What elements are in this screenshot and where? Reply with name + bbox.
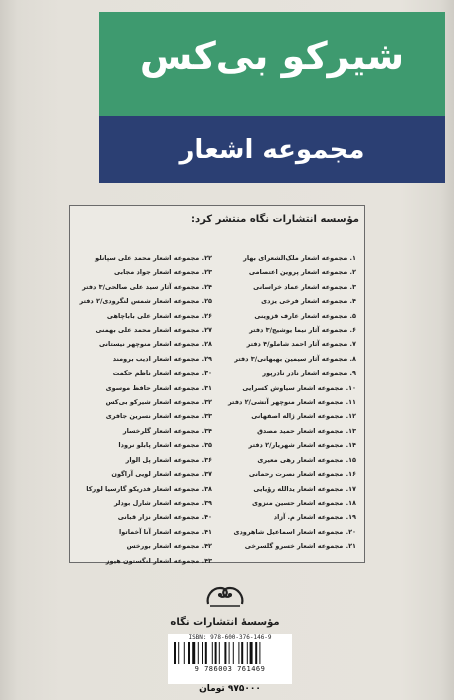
publication-list-item: ۴۲. مجموعه اشعار بورخس bbox=[126, 542, 212, 551]
publication-list-item: ۴۳. مجموعه اشعار لنگستون هیوز bbox=[105, 556, 212, 565]
publication-list-item: ۲۵. مجموعه اشعار شمس لنگرودی/۲ دفتر bbox=[79, 297, 212, 306]
barcode-bar bbox=[215, 642, 217, 664]
barcode-bar bbox=[255, 642, 257, 664]
barcode-bar bbox=[233, 642, 234, 664]
publication-list-item: ۳۰. مجموعه اشعار ناظم حکمت bbox=[112, 369, 212, 378]
publications-list-title: مؤسسه انتشارات نگاه منتشر کرد: bbox=[190, 214, 359, 225]
publication-list-item: ۳۱. مجموعه اشعار حافظ موسوی bbox=[105, 383, 212, 392]
publication-list-item: ۱۲. مجموعه اشعار ژاله اصفهانی bbox=[251, 412, 356, 421]
publication-list-item: ۱۵. مجموعه اشعار رهی معیری bbox=[257, 455, 356, 464]
price-label: ۹۷۵۰۰۰ تومان bbox=[199, 684, 261, 694]
barcode-bar bbox=[212, 642, 213, 664]
publication-list-item: ۳۳. مجموعه اشعار نسرین جافری bbox=[105, 412, 212, 421]
publication-list-item: ۲۳. مجموعه اشعار جواد مجابی bbox=[114, 268, 212, 277]
publication-list-item: ۵. مجموعه اشعار عارف قزوینی bbox=[254, 311, 356, 320]
publication-list-item: ۱۰. مجموعه اشعار سیاوش کسرایی bbox=[242, 383, 356, 392]
negah-publisher-logo-icon bbox=[204, 582, 246, 610]
book-subtitle: مجموعه اشعار bbox=[179, 135, 365, 165]
barcode-bar bbox=[174, 642, 176, 664]
publication-list-item: ۲۶. مجموعه اشعار علی باباچاهی bbox=[106, 311, 212, 320]
publication-list-item: ۲۷. مجموعه اشعار محمد علی بهمنی bbox=[95, 326, 212, 335]
barcode-bar bbox=[184, 642, 185, 664]
barcode-bar bbox=[229, 642, 230, 664]
barcode-bar bbox=[205, 642, 207, 664]
publication-list-item: ۱۶. مجموعه اشعار نصرت رحمانی bbox=[248, 470, 356, 479]
publication-list-item: ۹. مجموعه اشعار نادر نادرپور bbox=[262, 369, 356, 378]
publication-list-item: ۱۸. مجموعه اشعار حسین منزوی bbox=[252, 498, 356, 507]
publisher-name: مؤسسهٔ انتشارات نگاه bbox=[170, 617, 280, 628]
publication-list-item: ۳۷. مجموعه اشعار لویی آراگون bbox=[111, 470, 212, 479]
publication-list-item: ۴۱. مجموعه اشعار آنا آخماتوا bbox=[118, 527, 212, 536]
publication-list-item: ۲۰. مجموعه اشعار اسماعیل شاهرودی bbox=[233, 527, 356, 536]
publication-list-item: ۴۰. مجموعه اشعار نزار قبانی bbox=[117, 513, 212, 522]
publication-list-item: ۳۸. مجموعه اشعار فدریکو گارسیا لورکا bbox=[86, 484, 212, 493]
publication-list-item: ۳۶. مجموعه اشعار پل الوار bbox=[125, 455, 212, 464]
barcode-bar bbox=[241, 642, 243, 664]
publication-list-item: ۱۷. مجموعه اشعار یدالله رؤیایی bbox=[253, 484, 356, 493]
barcode-bar bbox=[259, 642, 260, 664]
publication-list-item: ۱۳. مجموعه اشعار حمید مصدق bbox=[257, 426, 356, 435]
publications-column-left bbox=[72, 251, 212, 568]
barcode-bar bbox=[178, 642, 179, 664]
publication-list-item: ۴. مجموعه اشعار فرخی یزدی bbox=[261, 297, 356, 306]
publication-list-item: ۳. مجموعه اشعار عماد خراسانی bbox=[253, 282, 356, 291]
barcode-bars bbox=[174, 642, 286, 664]
barcode-bar bbox=[202, 642, 203, 664]
publication-list-item: ۲۲. مجموعه اشعار محمد علی سپانلو bbox=[95, 254, 212, 262]
barcode-bar bbox=[250, 642, 253, 664]
barcode-bar bbox=[219, 642, 220, 664]
barcode-bar bbox=[192, 642, 195, 664]
barcode-bar bbox=[238, 642, 239, 664]
publication-list-item: ۱۱. مجموعه اشعار منوچهر آتشی/۲ دفتر bbox=[228, 398, 356, 407]
author-name: شیرکو بی‌کس bbox=[139, 34, 405, 78]
barcode-bar bbox=[188, 642, 190, 664]
isbn-text: ISBN: 978-600-376-146-9 bbox=[188, 634, 272, 641]
publication-list-item: ۳۲. مجموعه اشعار شیرکو بی‌کس bbox=[105, 398, 212, 407]
publication-list-item: ۶. مجموعه آثار نیما یوشیج/۳ دفتر bbox=[249, 326, 356, 335]
publication-list-item: ۷. مجموعه آثار احمد شاملو/۴ دفتر bbox=[246, 340, 356, 349]
barcode-bar bbox=[247, 642, 248, 664]
publication-list-item: ۳۹. مجموعه اشعار شارل بودلر bbox=[113, 498, 212, 507]
barcode-number: 9 786003 761469 bbox=[194, 665, 266, 673]
publication-list-item: ۲۸. مجموعه اشعار منوچهر نیستانی bbox=[98, 340, 212, 349]
publication-list-item: ۱۴. مجموعه اشعار شهریار/۲ دفتر bbox=[248, 441, 356, 450]
publication-list-item: ۲. مجموعه اشعار پروین اعتصامی bbox=[248, 268, 356, 277]
publication-list-item: ۱۹. مجموعه اشعار م. آزاد bbox=[273, 513, 356, 522]
publication-list-item: ۳۵. مجموعه اشعار پابلو نرودا bbox=[118, 441, 212, 450]
barcode-bar bbox=[224, 642, 226, 664]
publication-list-item: ۲۱. مجموعه اشعار خسرو گلسرخی bbox=[244, 542, 356, 551]
publication-list-item: ۳۴. مجموعه اشعار گلرخسار bbox=[122, 426, 212, 435]
publication-list-item: ۲۴. مجموعه آثار سید علی صالحی/۳ دفتر bbox=[82, 282, 212, 291]
publication-list-item: ۲۹. مجموعه اشعار ادیب برومند bbox=[112, 354, 212, 363]
publication-list-item: ۸. مجموعه آثار سیمین بهبهانی/۳ دفتر bbox=[234, 354, 356, 363]
publications-column-right bbox=[216, 251, 356, 554]
publication-list-item: ۱. مجموعه اشعار ملک‌الشعرای بهار bbox=[243, 254, 356, 262]
barcode-bar bbox=[198, 642, 199, 664]
